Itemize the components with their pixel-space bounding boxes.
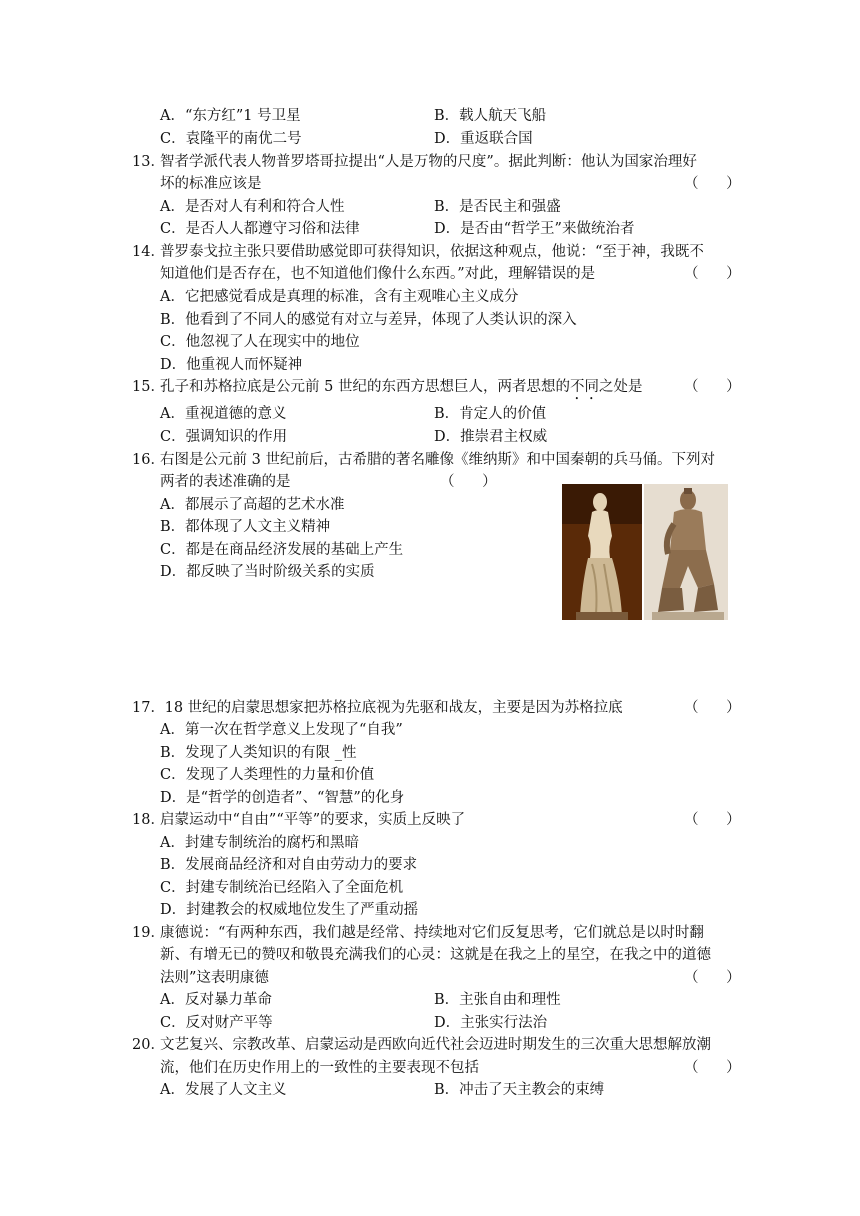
q13-number: 13．	[132, 154, 165, 170]
q19-number: 19．	[132, 925, 165, 941]
q14-option-a: A．它把感觉看成是真理的标准，含有主观唯心主义成分	[160, 289, 519, 305]
q12-option-c: C．袁隆平的南优二号	[160, 131, 302, 147]
q17-option-c: C．发现了人类理性的力量和价值	[160, 767, 375, 783]
q13-option-b: B．是否民主和强盛	[434, 199, 561, 215]
q19-option-b: B．主张自由和理性	[434, 992, 561, 1008]
q19-stem-line1: 康德说：“有两种东西，我们越是经常、持续地对它们反复思考，它们就总是以时时翻	[160, 925, 704, 941]
q19-option-d: D．主张实行法治	[434, 1015, 548, 1031]
q15-option-a: A．重视道德的意义	[160, 406, 287, 422]
q14-option-b: B．他看到了不同人的感觉有对立与差异，体现了人类认识的深入	[160, 312, 577, 328]
q14-stem-line1: 普罗泰戈拉主张只要借助感觉即可获得知识，依据这种观点，他说：“至于神，我既不	[160, 244, 704, 260]
venus-and-terracotta-photo	[562, 484, 728, 620]
q14-stem-line2: 知道他们是否存在，也不知道他们像什么东西。”对此，理解错误的是	[160, 266, 596, 282]
q20-answer-blank: （ ）	[684, 1060, 741, 1076]
q15-stem-part3: 之处是	[598, 379, 643, 395]
q15-number: 15．	[132, 379, 165, 395]
q17-option-d: D．是“哲学的创造者”、“智慧”的化身	[160, 790, 405, 806]
q16-number: 16．	[132, 452, 165, 468]
q18-answer-blank: （ ）	[684, 812, 741, 828]
q18-number: 18．	[132, 812, 165, 828]
q12-option-b: B．载人航天飞船	[434, 108, 547, 124]
q17-option-a: A．第一次在哲学意义上发现了“自我”	[160, 722, 403, 738]
q13-option-a: A．是否对人有利和符合人性	[160, 199, 345, 215]
q20-stem-line1: 文艺复兴、宗教改革、启蒙运动是西欧向近代社会迈进时期发生的三次重大思想解放潮	[160, 1037, 711, 1053]
terracotta-warrior-image	[644, 484, 728, 620]
q13-option-c: C．是否人人都遵守习俗和法律	[160, 221, 360, 237]
q15-answer-blank: （ ）	[684, 379, 741, 395]
q14-answer-blank: （ ）	[684, 266, 741, 282]
q18-option-d: D．封建教会的权威地位发生了严重动摇	[160, 902, 419, 918]
q19-stem-line2: 新、有增无已的赞叹和敬畏充满我们的心灵：这就是在我之上的星空，在我之中的道德	[160, 947, 711, 963]
q16-stem-line2: 两者的表述准确的是	[160, 474, 291, 490]
q16-option-d: D．都反映了当时阶级关系的实质	[160, 564, 375, 580]
q19-stem-line3: 法则”这表明康德	[160, 970, 269, 986]
q14-option-c: C．他忽视了人在现实中的地位	[160, 334, 360, 350]
q13-stem-line2: 坏的标准应该是	[160, 176, 262, 192]
q20-option-a: A．发展了人文主义	[160, 1082, 287, 1098]
q13-stem-line1: 智者学派代表人物普罗塔哥拉提出“人是万物的尺度”。据此判断：他认为国家治理好	[160, 154, 697, 170]
q13-option-d: D．是否由“哲学王”来做统治者	[434, 221, 635, 237]
q12-option-a: A．“东方红”1 号卫星	[160, 108, 301, 124]
q19-option-a: A．反对暴力革命	[160, 992, 272, 1008]
q15-stem-emphasis: 不同	[569, 379, 599, 395]
q18-option-c: C．封建专制统治已经陷入了全面危机	[160, 880, 404, 896]
q12-option-d: D．重返联合国	[434, 131, 533, 147]
q17-number: 17．	[132, 700, 165, 716]
q20-number: 20．	[132, 1037, 165, 1053]
q17-stem: 18 世纪的启蒙思想家把苏格拉底视为先驱和战友，主要是因为苏格拉底	[160, 700, 623, 716]
q14-option-d: D．他重视人而怀疑神	[160, 357, 303, 373]
q14-number: 14．	[132, 244, 165, 260]
q15-stem	[160, 377, 642, 397]
q15-option-c: C．强调知识的作用	[160, 429, 288, 445]
q16-option-c: C．都是在商品经济发展的基础上产生	[160, 542, 404, 558]
q16-option-a: A．都展示了高超的艺术水准	[160, 497, 345, 513]
venus-statue-image	[562, 484, 642, 620]
q15-option-d: D．推崇君主权威	[434, 429, 548, 445]
q15-option-b: B．肯定人的价值	[434, 406, 547, 422]
q18-stem: 启蒙运动中“自由”“平等”的要求，实质上反映了	[160, 812, 466, 828]
q16-stem-line1: 右图是公元前 3 世纪前后，古希腊的著名雕像《维纳斯》和中国秦朝的兵马俑。下列对	[160, 452, 715, 468]
q18-option-b: B．发展商品经济和对自由劳动力的要求	[160, 857, 418, 873]
q17-option-b: B．发现了人类知识的有限 _性	[160, 745, 357, 761]
q20-option-b: B．冲击了天主教会的束缚	[434, 1082, 605, 1098]
q18-option-a: A．封建专制统治的腐朽和黑暗	[160, 835, 359, 851]
q13-answer-blank: （ ）	[684, 176, 741, 192]
q15-stem-part1: 孔子和苏格拉底是公元前 5 世纪的东西方思想巨人，两者思想的	[160, 379, 570, 395]
q17-answer-blank: （ ）	[684, 700, 741, 716]
q19-option-c: C．反对财产平等	[160, 1015, 273, 1031]
q20-stem-line2: 流，他们在历史作用上的一致性的主要表现不包括	[160, 1060, 479, 1076]
q16-answer-blank: （ ）	[440, 474, 497, 490]
q16-option-b: B．都体现了人文主义精神	[160, 519, 331, 535]
q19-answer-blank: （ ）	[684, 970, 741, 986]
